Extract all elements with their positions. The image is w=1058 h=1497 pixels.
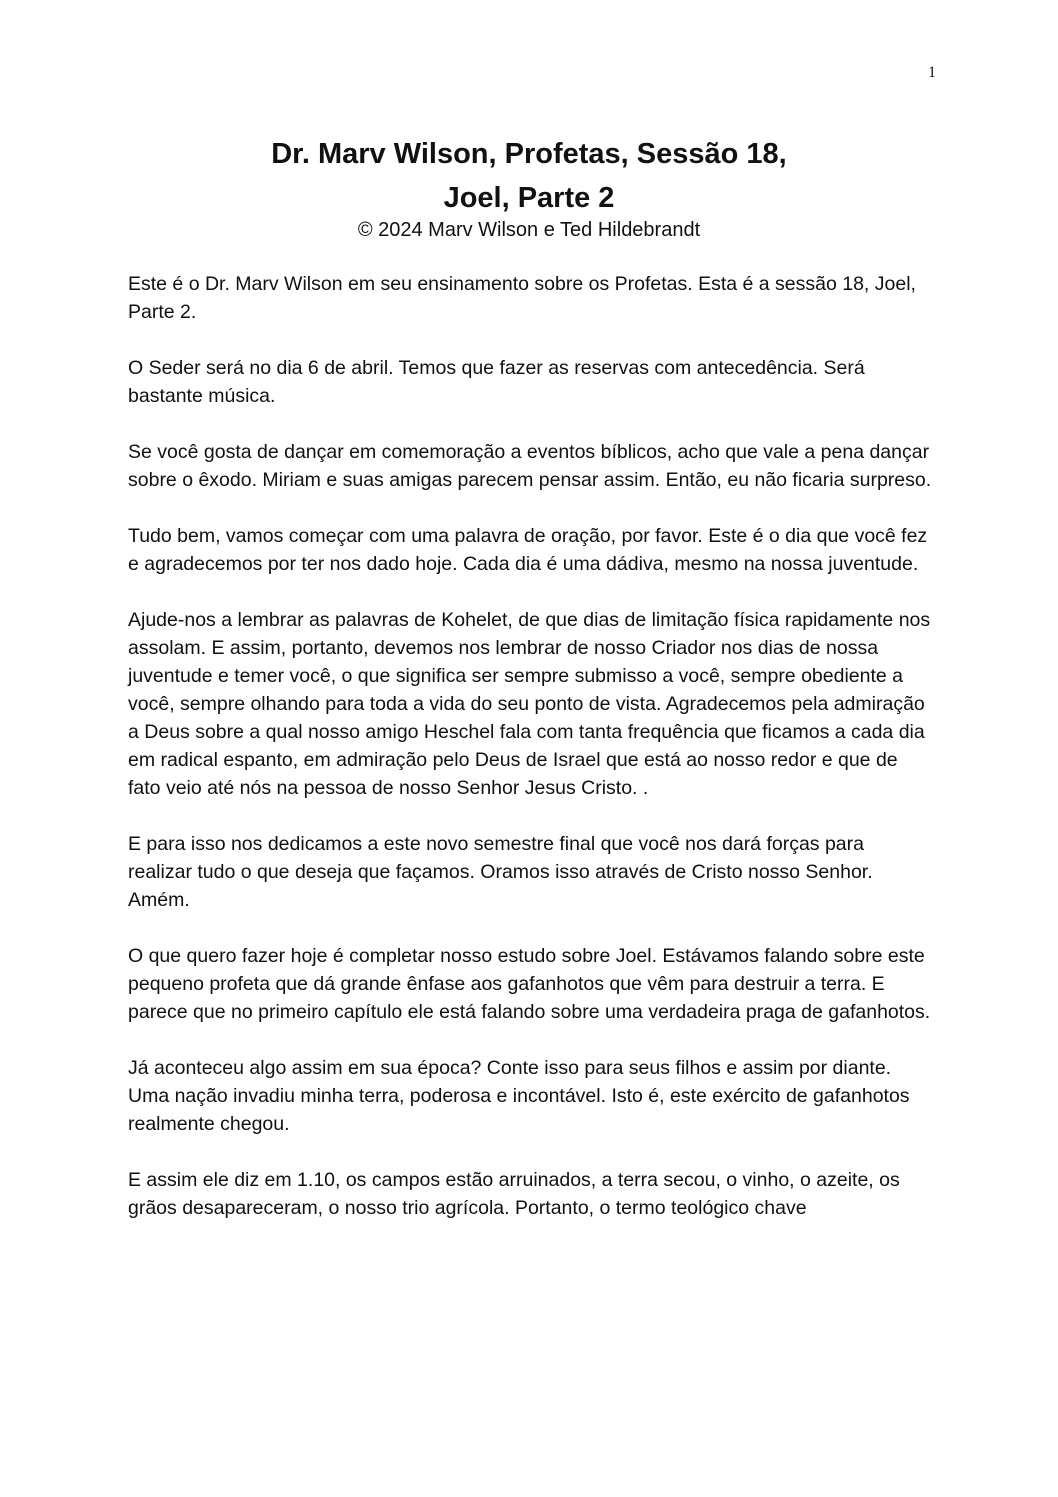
paragraph: Este é o Dr. Marv Wilson em seu ensinamento sobre os Profetas. Esta é a sessão 18, Joel, Parte 2. bbox=[128, 273, 916, 323]
paragraph: O que quero fazer hoje é completar nosso estudo sobre Joel. Estávamos falando sobre este pequeno profeta que dá grande ênfase aos gafanhotos que vêm para destruir a terra. E parece que no primeiro capítulo ele está falando sobre uma verdadeira praga de gafanhotos. bbox=[128, 945, 931, 1023]
paragraph: O Seder será no dia 6 de abril. Temos que fazer as reservas com antecedência. Será bastante música. bbox=[128, 357, 865, 407]
paragraph: Já aconteceu algo assim em sua época? Conte isso para seus filhos e assim por diante. Uma nação invadiu minha terra, poderosa e incontável. Isto é, este exército de gafanhotos realmente chegou. bbox=[128, 1057, 910, 1135]
paragraph: E assim ele diz em 1.10, os campos estão arruinados, a terra secou, o vinho, o azeite, os grãos desapareceram, o nosso trio agrícola. Portanto, o termo teológico chave bbox=[128, 1169, 900, 1219]
page-number: 1 bbox=[928, 64, 936, 81]
paragraph: Tudo bem, vamos começar com uma palavra de oração, por favor. Este é o dia que você fez e agradecemos por ter nos dado hoje. Cada dia é uma dádiva, mesmo na nossa juventude. bbox=[128, 525, 928, 575]
paragraph: Se você gosta de dançar em comemoração a eventos bíblicos, acho que vale a pena dançar sobre o êxodo. Miriam e suas amigas parecem pensar assim. Então, eu não ficaria surpreso. bbox=[128, 441, 932, 491]
title-line-1: Dr. Marv Wilson, Profetas, Sessão 18, bbox=[271, 138, 787, 170]
document-title bbox=[0, 132, 1058, 220]
document-body bbox=[128, 270, 933, 1250]
title-line-2: Joel, Parte 2 bbox=[443, 182, 615, 214]
paragraph: Ajude-nos a lembrar as palavras de Kohelet, de que dias de limitação física rapidamente nos assolam. E assim, portanto, devemos nos lembrar de nosso Criador nos dias de nossa juventude e temer você, o que significa ser sempre submisso a você, sempre obediente a você, sempre olhando para toda a vida do seu ponto de vista. Agradecemos pela admiração a Deus sobre a qual nosso amigo Heschel fala com tanta frequência que ficamos a cada dia em radical espanto, em admiração pelo Deus de Israel que está ao nosso redor e que de fato veio até nós na pessoa de nosso Senhor Jesus Cristo. . bbox=[128, 609, 931, 799]
paragraph: E para isso nos dedicamos a este novo semestre final que você nos dará forças para realizar tudo o que deseja que façamos. Oramos isso através de Cristo nosso Senhor. Amém. bbox=[128, 833, 873, 911]
copyright-line: © 2024 Marv Wilson e Ted Hildebrandt bbox=[357, 219, 701, 241]
